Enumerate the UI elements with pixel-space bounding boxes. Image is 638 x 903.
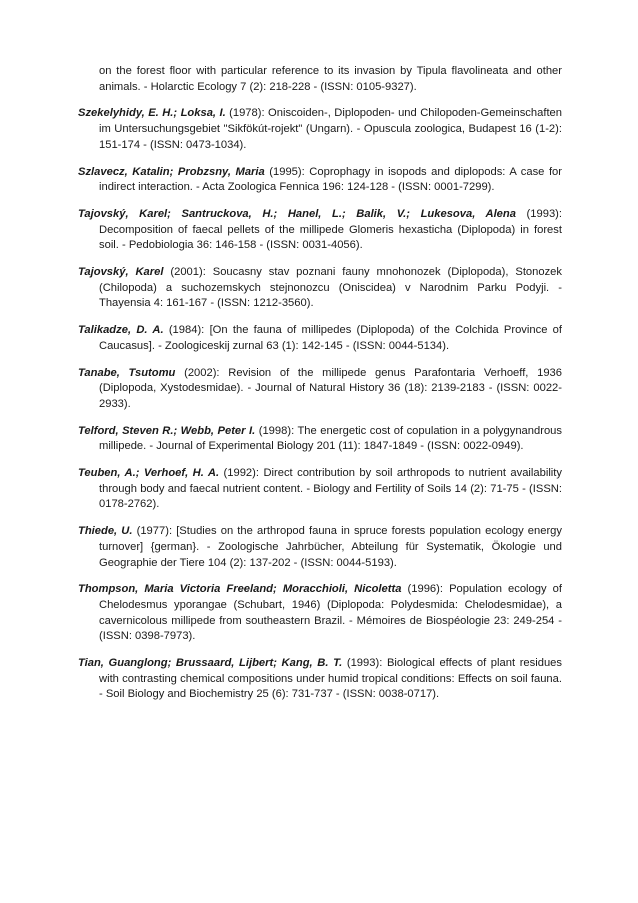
reference-entry [78,366,562,413]
reference-entry [78,265,562,312]
reference-entry [78,106,562,153]
reference-entry [78,207,562,254]
reference-authors: Thiede, U. [78,525,133,538]
reference-year: (1977): [132,525,177,538]
reference-year: (1992): [219,467,264,480]
reference-authors: Talikadze, D. A. [78,324,164,337]
reference-entry [78,64,562,95]
reference-year: (1996): [401,583,450,596]
reference-year: (1993): [515,208,562,221]
reference-body: [Studies on the arthropod fauna in spruce forests population ecology energy turnover] {german}. - Zoologische Jahrbücher, Abteilung für Systematik, Ökologie und Geographie der Tiere 104 (2): 137-202 - (ISSN: 0044-5193). [99,525,562,569]
reference-authors: Teuben, A.; Verhoef, H. A. [78,467,220,480]
reference-body: on the forest floor with particular reference to its invasion by Tipula flavolineata and other animals. - Holarctic Ecology 7 (2): 218-228 - (ISSN: 0105-9327). [99,65,562,93]
reference-body: The energetic cost of copulation in a polygynandrous millipede. - Journal of Experimental Biology 201 (11): 1847-1849 - (ISSN: 0022-0949). [99,424,562,453]
reference-authors: Szlavecz, Katalin; Probzsny, Maria [78,165,265,178]
reference-entry [78,165,562,196]
reference-authors: Telford, Steven R.; Webb, Peter I. [78,424,256,437]
reference-year: (1978): [225,107,269,120]
reference-year: (2002): [175,366,229,379]
reference-body: Decomposition of faecal pellets of the millipede Glomeris hexasticha (Diplopoda) in forest soil. - Pedobiologia 36: 146-158 - (ISSN: 0031-4056). [99,223,562,252]
reference-authors: Tanabe, Tsutomu [78,366,176,379]
reference-year: (1995): [264,165,310,178]
reference-authors: Szekelyhidy, E. H.; Loksa, I. [78,107,226,120]
reference-entry [78,323,562,354]
reference-authors: Tajovský, Karel; Santruckova, H.; Hanel, L.; Balik, V.; Lukesova, Alena [78,208,516,221]
reference-body: Oniscoiden-, Diplopoden- und Chilopoden-Gemeinschaften im Untersuchungsgebiet "Sikfökút-rojekt" (Ungarn). - Opuscula zoologica, Budapest 16 (1-2): 151-174 - (ISSN: 0473-1034). [99,107,562,151]
reference-list [78,64,562,714]
reference-body: Direct contribution by soil arthropods to nutrient availability through body and faecal nutrient content. - Biology and Fertility of Soils 14 (2): 71-75 - (ISSN: 0178-2762). [99,467,562,511]
reference-body: Coprophagy in isopods and diplopods: A case for indirect interaction. - Acta Zoologica Fennica 196: 124-128 - (ISSN: 0001-7299). [99,165,562,194]
reference-authors: Tajovský, Karel [78,266,164,279]
reference-entry [78,466,562,513]
reference-entry [78,582,562,644]
reference-entry [78,656,562,703]
reference-authors: Tian, Guanglong; Brussaard, Lijbert; Kang, B. T. [78,657,343,670]
reference-year: (1993): [342,657,387,670]
reference-body: Biological effects of plant residues with contrasting chemical compositions under humid tropical conditions: Effects on soil fauna. - Soil Biology and Biochemistry 25 (6): 731-737 - (ISSN: 0038-0717). [99,657,562,701]
reference-year: (1984): [163,324,210,337]
reference-body: [On the fauna of millipedes (Diplopoda) of the Colchida Province of Caucasus]. - Zoologiceskij zurnal 63 (1): 142-145 - (ISSN: 0044-5134). [99,324,563,352]
reference-body: Revision of the millipede genus Parafontaria Verhoeff, 1936 (Diplopoda, Xystodesmidae). - Journal of Natural History 36 (18): 2139-2183 - (ISSN: 0022-2933). [99,366,562,410]
reference-body: Soucasny stav poznani fauny mnohonozek (Diplopoda), Stonozek (Chilopoda) a suchozemskych stejnonozcu (Oniscidea) v Narodnim Parku Podyji. - Thayensia 4: 161-167 - (ISSN: 1212-3560). [99,266,562,310]
reference-entry [78,424,562,455]
reference-entry [78,524,562,571]
reference-year: (2001): [163,266,213,279]
reference-year: (1998): [255,424,298,437]
reference-body: Population ecology of Chelodesmus yporangae (Schubart, 1946) (Diplopoda: Polydesmida: Chelodesmidae), a cavernicolous millipede from southeastern Brazil. - Mémoires de Biospéologie 23: 249-254 - (ISSN: 0398-7973). [99,583,562,643]
reference-authors: Thompson, Maria Victoria Freeland; Moracchioli, Nicoletta [78,583,402,596]
